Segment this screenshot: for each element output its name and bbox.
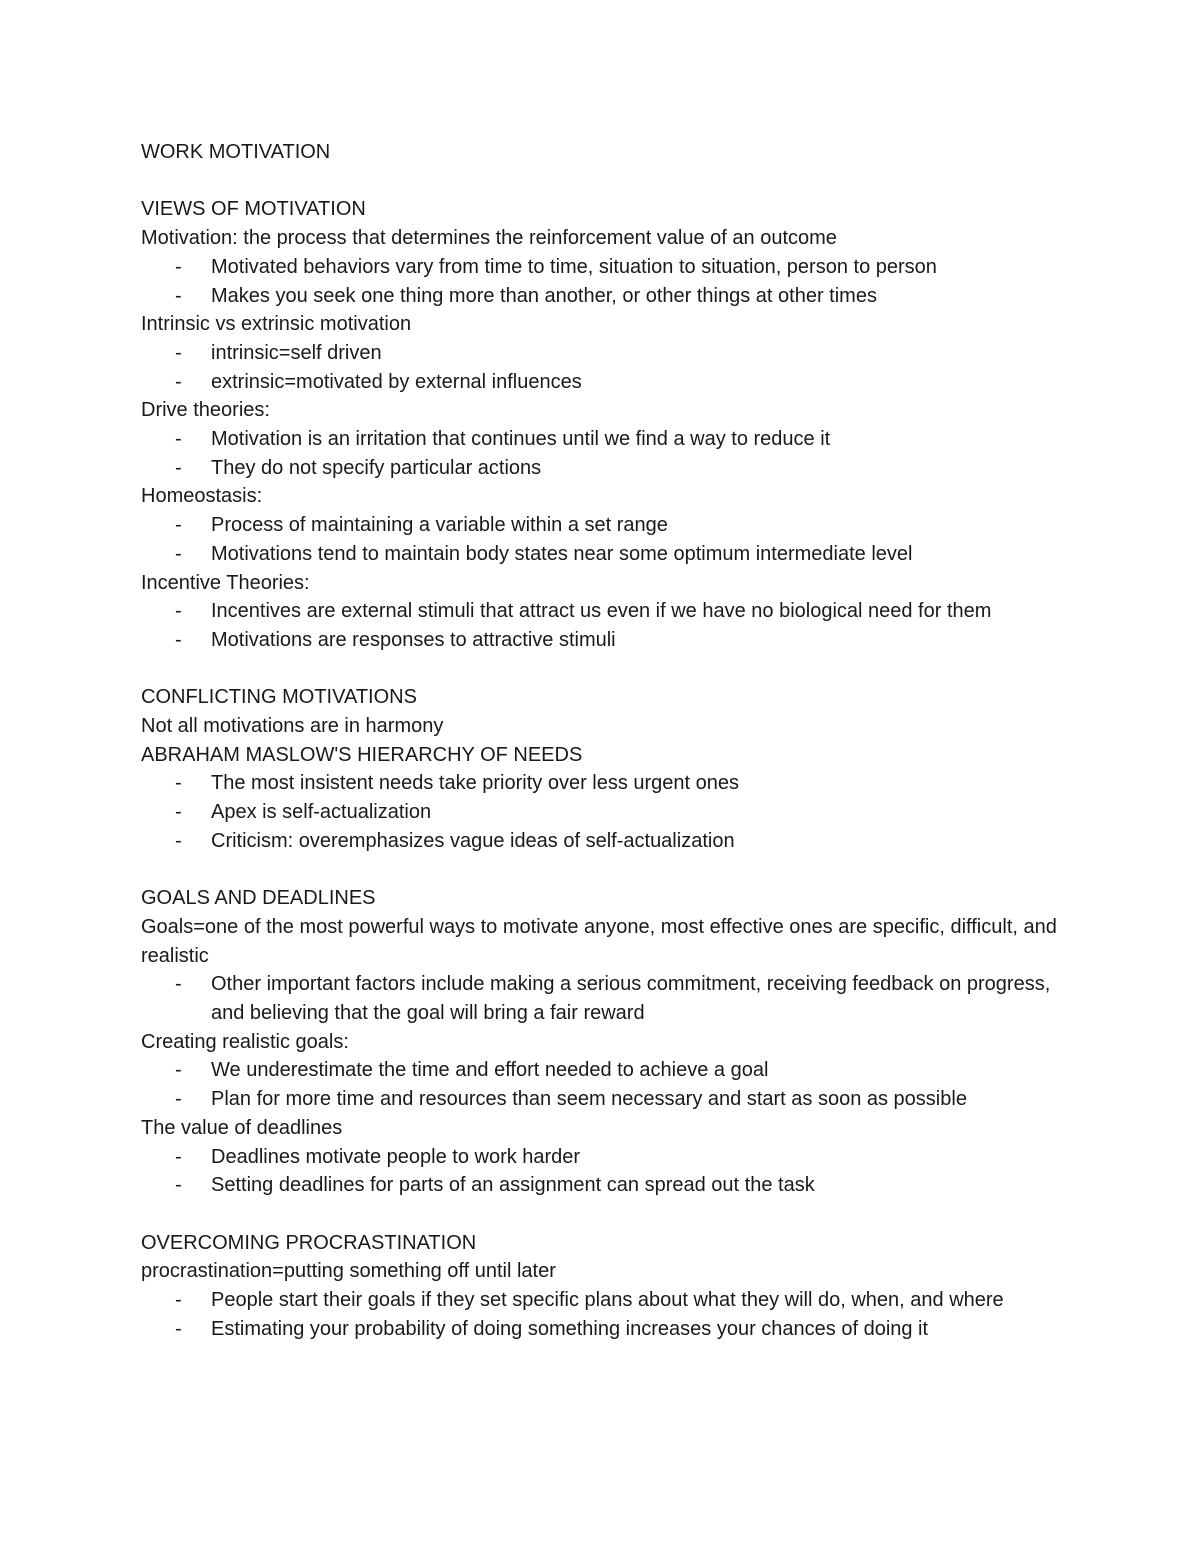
bullet-item (141, 1286, 1071, 1315)
bullet-item (141, 282, 1071, 311)
bullet-dash: - (175, 1289, 182, 1312)
bullet-dash: - (175, 1174, 182, 1197)
bullet-item (141, 798, 1071, 827)
blank-line (141, 655, 1071, 684)
bullet-item (141, 339, 1071, 368)
bullet-dash: - (175, 1059, 182, 1082)
paragraph-line: Intrinsic vs extrinsic motivation (141, 313, 412, 336)
bullet-text: They do not specify particular actions (211, 456, 542, 479)
bullet-text: Motivated behaviors vary from time to time, situation to situation, person to person (211, 255, 937, 278)
paragraph-line: Goals=one of the most powerful ways to motivate anyone, most effective ones are specific, difficult, and realistic (141, 915, 1057, 967)
bullet-dash: - (175, 428, 182, 451)
blank-line (141, 856, 1071, 885)
bullet-text: Apex is self-actualization (211, 801, 432, 824)
bullet-item (141, 1085, 1071, 1114)
bullet-text: People start their goals if they set specific plans about what they will do, when, and where (211, 1289, 1004, 1312)
bullet-item (141, 1171, 1071, 1200)
bullet-item (141, 425, 1071, 454)
bullet-item (141, 1315, 1071, 1344)
bullet-text: Criticism: overemphasizes vague ideas of self-actualization (211, 829, 735, 852)
paragraph-line: The value of deadlines (141, 1116, 343, 1139)
bullet-text: Motivations tend to maintain body states near some optimum intermediate level (211, 542, 913, 565)
bullet-dash: - (175, 456, 182, 479)
document-title: WORK MOTIVATION (141, 141, 331, 163)
section-heading: GOALS AND DEADLINES (141, 887, 376, 910)
bullet-dash: - (175, 801, 182, 824)
bullet-text: Plan for more time and resources than seem necessary and start as soon as possible (211, 1088, 967, 1111)
bullet-item (141, 368, 1071, 397)
bullet-dash: - (175, 255, 182, 278)
document-content (141, 138, 1071, 1343)
blank-line (141, 167, 1071, 196)
paragraph-line: Motivation: the process that determines the reinforcement value of an outcome (141, 227, 837, 250)
bullet-item (141, 511, 1071, 540)
bullet-text: Setting deadlines for parts of an assignment can spread out the task (211, 1174, 815, 1197)
bullet-dash: - (175, 1145, 182, 1168)
bullet-text: Process of maintaining a variable within a set range (211, 514, 668, 537)
paragraph-line: procrastination=putting something off until later (141, 1260, 556, 1283)
bullet-dash: - (175, 284, 182, 307)
section-heading: CONFLICTING MOTIVATIONS (141, 686, 417, 709)
paragraph-line: Drive theories: (141, 399, 270, 422)
bullet-text: Incentives are external stimuli that attract us even if we have no biological need for them (211, 600, 992, 623)
paragraph-line: Homeostasis: (141, 485, 263, 508)
section-heading: VIEWS OF MOTIVATION (141, 198, 366, 221)
paragraph-line: Incentive Theories: (141, 571, 310, 594)
bullet-item (141, 827, 1071, 856)
bullet-dash: - (175, 1088, 182, 1111)
bullet-text: extrinsic=motivated by external influences (211, 370, 582, 393)
bullet-dash: - (175, 1317, 182, 1340)
bullet-item (141, 540, 1071, 569)
bullet-item (141, 454, 1071, 483)
bullet-text: Motivations are responses to attractive stimuli (211, 628, 616, 651)
bullet-text: We underestimate the time and effort needed to achieve a goal (211, 1059, 769, 1082)
bullet-text: The most insistent needs take priority over less urgent ones (211, 772, 740, 795)
bullet-item (141, 769, 1071, 798)
bullet-item (141, 1143, 1071, 1172)
bullet-dash: - (175, 628, 182, 651)
bullet-dash: - (175, 772, 182, 795)
bullet-dash: - (175, 514, 182, 537)
bullet-item (141, 597, 1071, 626)
bullet-text: Other important factors include making a serious commitment, receiving feedback on progress, and believing that the goal will bring a fair reward (211, 973, 1051, 1025)
blank-line (141, 1200, 1071, 1229)
bullet-dash: - (175, 829, 182, 852)
bullet-text: intrinsic=self driven (211, 341, 382, 364)
bullet-text: Estimating your probability of doing something increases your chances of doing it (211, 1317, 929, 1340)
bullet-item (141, 970, 1071, 1027)
paragraph-line: ABRAHAM MASLOW'S HIERARCHY OF NEEDS (141, 743, 583, 766)
bullet-text: Makes you seek one thing more than another, or other things at other times (211, 284, 877, 307)
bullet-dash: - (175, 973, 182, 996)
paragraph-line: Not all motivations are in harmony (141, 715, 444, 738)
bullet-dash: - (175, 600, 182, 623)
bullet-item (141, 253, 1071, 282)
bullet-text: Deadlines motivate people to work harder (211, 1145, 581, 1168)
bullet-item (141, 1056, 1071, 1085)
paragraph-line: Creating realistic goals: (141, 1030, 349, 1053)
bullet-dash: - (175, 370, 182, 393)
bullet-item (141, 626, 1071, 655)
section-heading: OVERCOMING PROCRASTINATION (141, 1231, 477, 1254)
bullet-dash: - (175, 341, 182, 364)
bullet-dash: - (175, 542, 182, 565)
bullet-text: Motivation is an irritation that continues until we find a way to reduce it (211, 428, 831, 451)
